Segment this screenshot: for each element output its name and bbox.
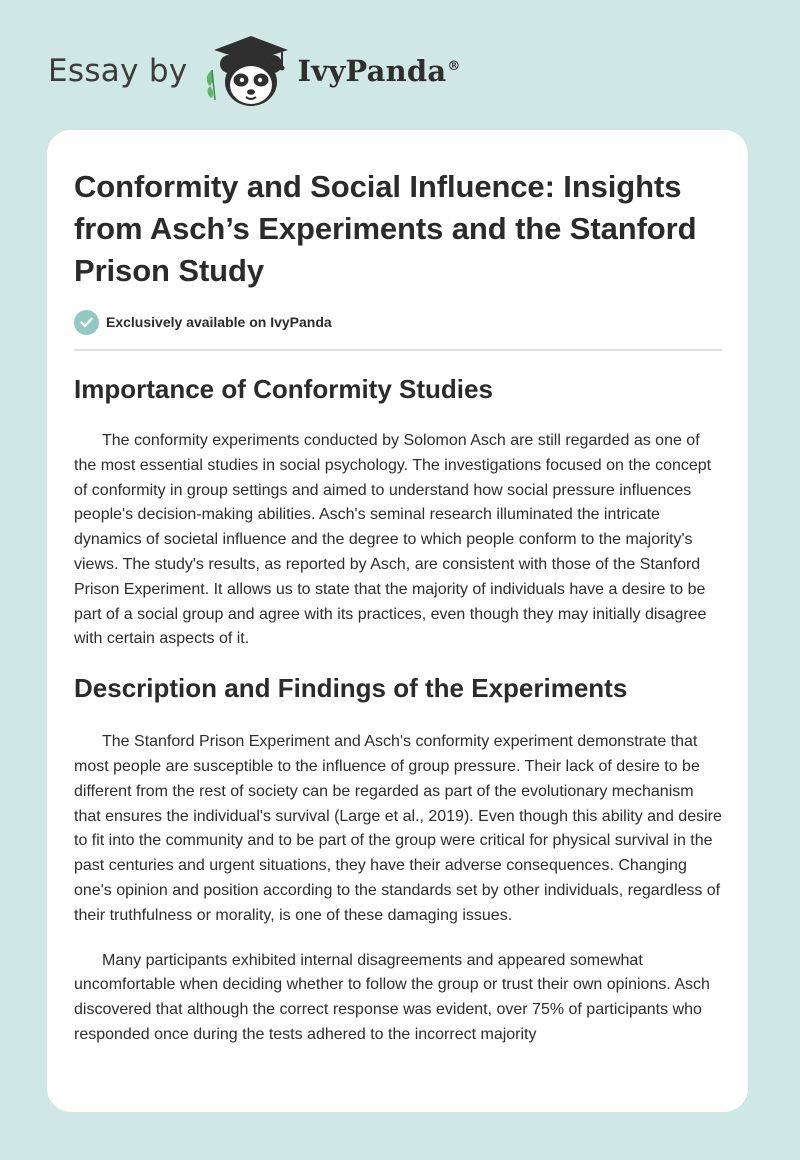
registered-mark: ® [447,59,461,75]
site-header [48,30,461,112]
divider [74,349,722,351]
paragraph: The conformity experiments conducted by Solomon Asch are still regarded as one of the most essential studies in social psychology. The investigations focused on the concept of conformity in group settings and aimed to understand how social pressure influences people's decision-making abilities. Asch's seminal research illuminated the intricate dynamics of societal influence and the degree to which people conform to the majority's views. The study's results, as reported by Asch, are consistent with those of the Stanford Prison Experiment. It allows us to state that the majority of individuals have a desire to be part of a social group and agree with its practices, even though they may initially disagree with certain aspects of it. [74,432,712,648]
badge-label: Exclusively available on IvyPanda [106,314,332,330]
paragraph: Many participants exhibited internal disagreements and appeared somewhat uncomfortable when deciding whether to follow the group or trust their own opinions. Asch discovered that although the correct response was evident, over 75% of participants who responded once during the tests adhered to the incorrect majority [74,951,710,1043]
section-heading-importance: Importance of Conformity Studies [74,374,493,404]
brand-name[interactable] [298,54,461,88]
exclusive-badge [74,309,722,335]
article-title: Conformity and Social Influence: Insights from Asch’s Experiments and the Stanford Prison Study [74,169,697,288]
paragraph: The Stanford Prison Experiment and Asch's conformity experiment demonstrate that most people are susceptible to the influence of group pressure. Their lack of desire to be different from the rest of society can be regarded as part of the evolutionary mechanism that ensures the individual's survival (Large et al., 2019). Even though this ability and desire to fit into the community and to be part of the group were critical for physical survival in the past centuries and urgent situations, they have their adverse consequences. Changing one's opinion and position according to the standards set by other individuals, regardless of their truthfulness or morality, is one of these damaging issues. [74,733,722,924]
article-card [47,130,748,1112]
check-circle-icon [74,310,99,335]
ivy-leaf-icon [206,70,214,100]
essay-by-label: Essay by [48,53,188,89]
ivypanda-logo-icon[interactable] [202,30,294,112]
panda-graduation-cap-logo [202,30,294,112]
section-heading-description: Description and Findings of the Experiments [74,673,628,704]
brand-text: IvyPanda [297,54,447,88]
